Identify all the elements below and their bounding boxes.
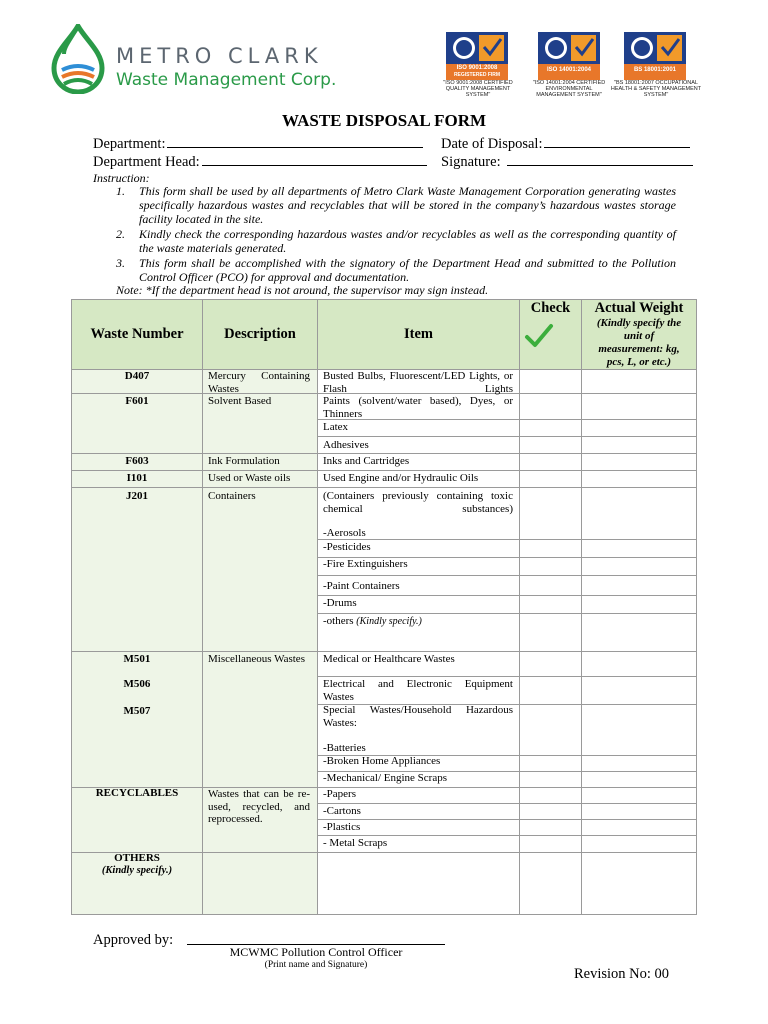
date-field [441, 135, 690, 153]
instruction-heading: Instruction: [93, 171, 150, 185]
code-m506: M506 [123, 678, 151, 690]
water-drop-logo-icon [50, 24, 106, 94]
row-divider [72, 487, 696, 488]
item-electronic: Electrical and Electronic Equipment Wastes [323, 678, 513, 703]
item-adhesives: Adhesives [323, 439, 369, 451]
item-containers-note: (Containers previously containing toxic chemical substances) [323, 490, 513, 515]
desc-containers: Containers [208, 490, 256, 502]
brand-subtitle: Waste Management Corp. [116, 70, 337, 90]
item-metal-scraps: - Metal Scraps [323, 837, 388, 849]
row-divider [317, 819, 696, 820]
badge-sublabel: REGISTERED FIRM [453, 72, 501, 78]
row-divider [72, 651, 696, 652]
item-bulbs: Busted Bulbs, Fluorescent/LED Lights, or Flash Lights [323, 370, 513, 395]
bs-18001-badge [624, 32, 686, 80]
instruction-text: This form shall be used by all departments of Metro Clark Waste Management Corporation generating wastes specifically hazardous wastes and recyclables that will be stored in the company’s hazardous wastes storage facility located in the site. [139, 184, 676, 226]
signature-field [441, 153, 693, 171]
header-actual-weight: Actual Weight [594, 300, 684, 316]
code-m501: M501 [123, 653, 151, 665]
row-divider [317, 803, 696, 804]
department-input-line[interactable] [167, 135, 423, 148]
instruction-text: Kindly check the corresponding hazardous wastes and/or recyclables as well as the corresponding quantity of the waste materials generated. [139, 227, 676, 255]
header-waste-number: Waste Number [90, 326, 184, 342]
item-latex: Latex [323, 421, 349, 433]
approved-by-label: Approved by: [93, 932, 174, 948]
code-recyclables: RECYCLABLES [95, 787, 179, 799]
header-actual-weight-note: (Kindly specify the unit of measurement: kg, pcs, L, or etc.) [596, 317, 682, 368]
code-f601: F601 [125, 395, 149, 407]
item-batteries: -Batteries [323, 742, 366, 754]
instruction-2 [116, 227, 676, 255]
item-drums: -Drums [323, 597, 357, 609]
row-divider [317, 575, 696, 576]
department-label: Department: [93, 136, 166, 152]
item-engine-oils: Used Engine and/or Hydraulic Oils [323, 472, 479, 484]
item-paint-containers: -Paint Containers [323, 580, 400, 592]
revision-number: Revision No: 00 [574, 966, 670, 982]
row-divider [317, 595, 696, 596]
instruction-3 [116, 256, 676, 284]
desc-ink: Ink Formulation [208, 455, 280, 467]
item-fire-extinguishers: -Fire Extinguishers [323, 558, 408, 570]
badge-caption: "ISO 9001:2008 CERTIFIED QUALITY MANAGEMENT SYSTEM" [443, 80, 513, 98]
item-pesticides: -Pesticides [323, 541, 371, 553]
desc-oils: Used or Waste oils [208, 472, 291, 484]
instruction-text: This form shall be accomplished with the signatory of the Department Head and submitted to the Pollution Control Officer (PCO) for approval and documentation. [139, 256, 676, 284]
code-f603: F603 [125, 455, 149, 467]
iso-14001-badge [538, 32, 600, 80]
row-divider [72, 453, 696, 454]
code-m507: M507 [123, 705, 151, 717]
signature-label: Signature: [441, 154, 501, 170]
officer-title: MCWMC Pollution Control Officer [229, 945, 403, 959]
waste-table [71, 299, 697, 915]
item-engine-scraps: -Mechanical/ Engine Scraps [323, 772, 448, 784]
form-title: WASTE DISPOSAL FORM [281, 111, 487, 130]
row-divider [317, 436, 696, 437]
note-text: Note: *If the department head is not around, the supervisor may sign instead. [116, 283, 489, 297]
badge-label: BS 18001:2001 [633, 67, 677, 73]
item-papers: -Papers [323, 788, 356, 800]
item-paints: Paints (solvent/water based), Dyes, or Thinners [323, 395, 513, 420]
header-check: Check [530, 300, 571, 316]
code-i101: I101 [126, 472, 148, 484]
department-head-input-line[interactable] [202, 153, 427, 166]
department-head-label: Department Head: [93, 154, 200, 170]
code-j201: J201 [126, 490, 148, 502]
item-plastics: -Plastics [323, 821, 361, 833]
item-special-wastes: Special Wastes/Household Hazardous Wastes: [323, 704, 513, 729]
item-inks: Inks and Cartridges [323, 455, 410, 467]
badge-caption: "BS 18001:2007 OCCUPATIONAL HEALTH & SAFETY MANAGEMENT SYSTEM" [610, 80, 702, 98]
left-columns-shade [72, 369, 318, 914]
item-others-note: (Kindly specify.) [356, 616, 422, 627]
department-field [93, 135, 423, 153]
instruction-number: 3. [116, 256, 125, 270]
row-divider [317, 613, 696, 614]
date-input-line[interactable] [544, 135, 690, 148]
signature-input-line[interactable] [507, 153, 693, 166]
row-divider [72, 470, 696, 471]
row-divider [317, 676, 696, 677]
badge-caption: "ISO 14001:2004 CERTIFIED ENVIRONMENTAL MANAGEMENT SYSTEM" [532, 80, 606, 98]
instruction-1 [116, 184, 676, 226]
item-others-label: -others [323, 615, 354, 627]
iso-9001-badge [446, 32, 508, 80]
item-appliances: -Broken Home Appliances [323, 755, 441, 767]
instruction-number: 2. [116, 227, 125, 241]
badge-label: ISO 14001:2004 [546, 67, 592, 73]
code-others-note: (Kindly specify.) [101, 865, 173, 876]
desc-miscellaneous: Miscellaneous Wastes [208, 653, 305, 665]
row-divider [317, 835, 696, 836]
brand-name: METRO CLARK [116, 44, 323, 68]
badge-label: ISO 9001:2008 [456, 65, 498, 71]
item-others [323, 615, 513, 629]
header-item: Item [404, 326, 433, 342]
item-medical: Medical or Healthcare Wastes [323, 653, 455, 665]
code-d407: D407 [124, 370, 150, 382]
item-aerosols: -Aerosols [323, 527, 366, 539]
code-others: OTHERS [114, 852, 160, 864]
print-name-note: (Print name and Signature) [264, 960, 368, 970]
item-cartons: -Cartons [323, 805, 361, 817]
desc-recyclables: Wastes that can be re-used, recycled, and reprocessed. [208, 788, 310, 825]
header-description: Description [224, 326, 296, 342]
checkmark-icon [524, 323, 554, 349]
department-head-field [93, 153, 427, 171]
desc-mercury: Mercury Containing Wastes [208, 370, 310, 395]
date-label: Date of Disposal: [441, 136, 543, 152]
instruction-number: 1. [116, 184, 125, 198]
desc-solvent: Solvent Based [208, 395, 272, 407]
